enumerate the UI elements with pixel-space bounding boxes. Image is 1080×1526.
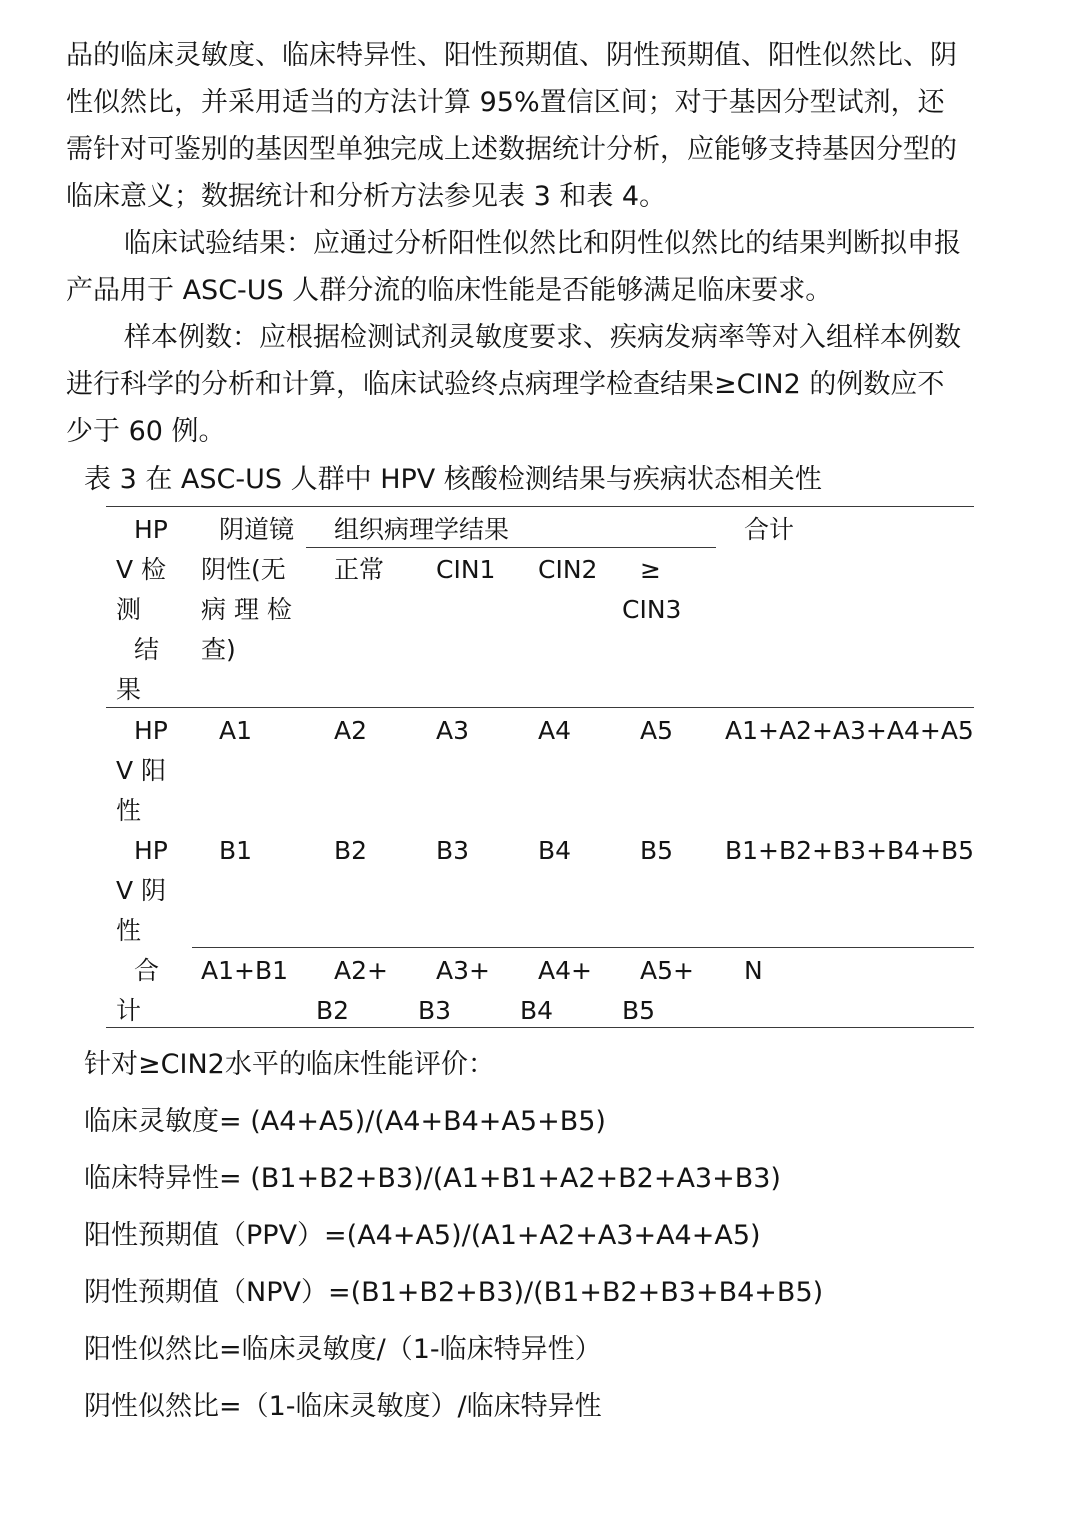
row-label: 性: [116, 916, 142, 945]
text-line: 需针对可鉴别的基因型单独完成上述数据统计分析，应能够支持基因分型的: [66, 134, 957, 165]
table-cell: B3: [418, 996, 452, 1025]
table-cell: A1+B1: [201, 956, 289, 985]
formula-ppv: 阳性预期值（PPV）=(A4+A5)/(A1+A2+A3+A4+A5): [84, 1220, 761, 1251]
table-cell: B5: [640, 836, 674, 865]
paragraph-trial-results: [66, 220, 1016, 314]
text-line: 临床试验结果：应通过分析阳性似然比和阴性似然比的结果判断拟申报: [124, 228, 961, 259]
text-line: 品的临床灵敏度、临床特异性、阳性预期值、阴性预期值、阳性似然比、阴: [66, 40, 957, 71]
text-line: 进行科学的分析和计算，临床试验终点病理学检查结果≥CIN2 的例数应不: [66, 369, 945, 400]
formula-sensitivity: 临床灵敏度= (A4+A5)/(A4+B4+A5+B5): [84, 1106, 606, 1137]
table-cell: A5: [640, 716, 674, 745]
table-cell: A3: [436, 716, 470, 745]
header-normal: 正常: [334, 555, 385, 584]
row-label: 计: [116, 996, 142, 1025]
formula-list: [84, 1036, 1024, 1435]
table-header-cell: 果: [116, 675, 142, 704]
formula-npv: 阴性预期值（NPV）=(B1+B2+B3)/(B1+B2+B3+B4+B5): [84, 1277, 824, 1308]
table-header-cell: 查): [201, 635, 236, 664]
text-line: 产品用于 ASC-US 人群分流的临床性能是否能够满足临床要求。: [66, 275, 833, 306]
table-header-cell: 结: [134, 635, 160, 664]
formula-negative-lr: 阴性似然比=（1-临床灵敏度）/临床特异性: [84, 1391, 602, 1422]
table-cell: B4: [520, 996, 554, 1025]
table-caption: 表 3 在 ASC-US 人群中 HPV 核酸检测结果与疾病状态相关性: [84, 464, 822, 495]
row-label: V 阳: [116, 756, 167, 785]
table-top-rule: [106, 506, 974, 507]
header-histopathology-group: 组织病理学结果: [334, 515, 510, 544]
table-header-cell: 测: [116, 595, 142, 624]
header-cin3: CIN3: [622, 595, 682, 624]
table-header-cell: V 检: [116, 555, 167, 584]
row-label: HP: [134, 836, 168, 865]
table-cell: B5: [622, 996, 656, 1025]
header-cin3-symbol: ≥: [640, 555, 661, 584]
table-header-cell: 阴道镜: [219, 515, 295, 544]
table-header-cell: 阴性(无: [201, 555, 286, 584]
table-cell: B4: [538, 836, 572, 865]
table-cell-total: A1+A2+A3+A4+A5: [725, 716, 974, 745]
text-line: 样本例数：应根据检测试剂灵敏度要求、疾病发病率等对入组样本例数: [124, 322, 961, 353]
row-label: 合: [134, 956, 160, 985]
body-bottom-rule: [192, 947, 974, 948]
table-cell: A4: [538, 716, 572, 745]
table-header-cell: 病 理 检: [201, 595, 292, 624]
table-cell: B1: [219, 836, 253, 865]
text-line: 临床意义；数据统计和分析方法参见表 3 和表 4。: [66, 181, 667, 212]
row-label: HP: [134, 716, 168, 745]
formula-heading: 针对≥CIN2水平的临床性能评价：: [84, 1049, 495, 1080]
header-cin1: CIN1: [436, 555, 496, 584]
table-cell: B2: [334, 836, 368, 865]
header-bottom-rule: [106, 707, 974, 708]
table-header-cell: HP: [134, 515, 168, 544]
table-cell: A1: [219, 716, 253, 745]
formula-positive-lr: 阳性似然比=临床灵敏度/（1-临床特异性）: [84, 1334, 602, 1365]
table-cell-total: B1+B2+B3+B4+B5: [725, 836, 975, 865]
text-line: 少于 60 例。: [66, 416, 226, 447]
row-label: V 阴: [116, 876, 167, 905]
table-cell: A4+: [538, 956, 592, 985]
header-total: 合计: [744, 515, 795, 544]
row-label: 性: [116, 796, 142, 825]
paragraph-sample-size: [66, 314, 1016, 455]
table-cell: B2: [316, 996, 350, 1025]
text-line: 性似然比，并采用适当的方法计算 95%置信区间；对于基因分型试剂，还: [66, 87, 945, 118]
table-cell: A5+: [640, 956, 694, 985]
header-cin2: CIN2: [538, 555, 598, 584]
table-cell: A2: [334, 716, 368, 745]
table-cell: A3+: [436, 956, 490, 985]
table-cell: B3: [436, 836, 470, 865]
table-cell-total: N: [744, 956, 763, 985]
formula-specificity: 临床特异性= (B1+B2+B3)/(A1+B1+A2+B2+A3+B3): [84, 1163, 781, 1194]
table-cell: A2+: [334, 956, 388, 985]
paragraph-statistics: [66, 32, 1016, 220]
